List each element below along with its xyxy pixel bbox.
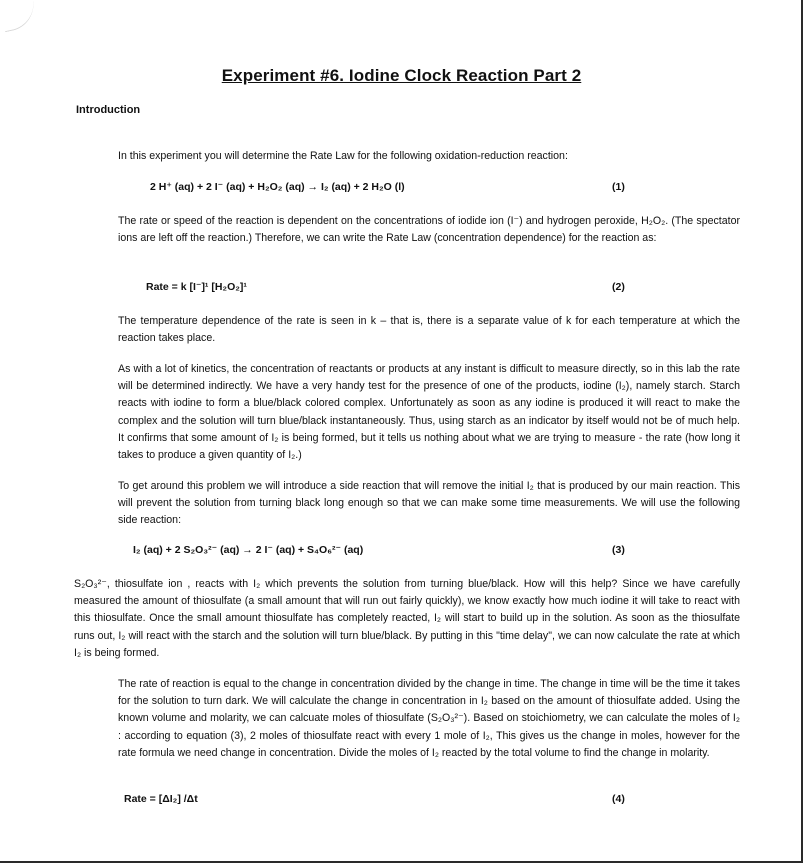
section-heading: Introduction [76, 104, 141, 116]
equation-3-number: (3) [612, 544, 625, 556]
paragraph-3-text: The temperature dependence of the rate is seen in k – that is, there is a separate value of k for each temperature at which the reaction takes place. [118, 315, 740, 345]
equation-4-number: (4) [612, 793, 625, 805]
paragraph-4 [74, 361, 740, 464]
paragraph-6 [74, 576, 740, 662]
equation-2-number: (2) [612, 281, 625, 293]
paragraph-4-text: As with a lot of kinetics, the concentration of reactants or products at any instant is difficult to measure directly, so in this lab the rate will be determined indirectly. We have a very handy test for the presence of one of the products, iodine (I₂), namely starch. Starch reacts with iodine to form a blue/black colored complex. Unfortunately as soon as any iodine is produced it will react to make the complex and the solution will turn blue/black instantaneously. Thus, using starch as an indicator by itself would not be of much help. It confirms that some amount of I₂ is being formed, but it tells us nothing about what we are trying to measure - the rate (how long it takes to produce a given quantity of I₂.) [118, 363, 740, 462]
paragraph-3 [74, 313, 740, 347]
paragraph-5 [74, 478, 740, 530]
paragraph-2-text: The rate or speed of the reaction is dependent on the concentrations of iodide ion (I⁻) and hydrogen peroxide, H₂O₂. (The spectator ions are left off the reaction.) Therefore, we can write the Rate Law (concentration dependence) for the reaction as: [118, 215, 740, 245]
equation-1: 2 H⁺ (aq) + 2 I⁻ (aq) + H₂O₂ (aq) → I₂ (aq) + 2 H₂O (l) [150, 181, 405, 193]
paragraph-7 [74, 676, 740, 762]
paragraph-1 [74, 148, 740, 165]
paragraph-5-text: To get around this problem we will introduce a side reaction that will remove the initial I₂ that is produced by our main reaction. This will prevent the solution from turning black long enough so that we can make some time measurements. We will use the following side reaction: [118, 480, 740, 527]
equation-2: Rate = k [I⁻]¹ [H₂O₂]¹ [146, 281, 247, 293]
paragraph-2 [74, 213, 740, 247]
equation-4: Rate = [ΔI₂] /Δt [124, 793, 198, 805]
equation-1-number: (1) [612, 181, 625, 193]
paragraph-7-text: The rate of reaction is equal to the change in concentration divided by the change in time. The change in time will be the time it takes for the solution to turn dark. We will calculate the change in concentration in I₂ based on the amount of thiosulfate added. Using the known volume and molarity, we can calcuate moles of thiosulfate (S₂O₃²⁻). Based on stoichiometry, we can calculate the moles of I₂ : according to equation (3), 2 moles of thiosulfate react with every 1 mole of I₂, This gives us the change in moles, however for the rate formula we need change in concentration. Divide the moles of I₂ reacted by the total volume to find the change in molarity. [118, 678, 740, 759]
paragraph-1-text: In this experiment you will determine the Rate Law for the following oxidation-reduction reaction: [118, 150, 568, 162]
document-title: Experiment #6. Iodine Clock Reaction Part 2 [221, 66, 582, 85]
equation-3: I₂ (aq) + 2 S₂O₃²⁻ (aq) → 2 I⁻ (aq) + S₄O₆²⁻ (aq) [133, 544, 364, 556]
paragraph-6-text: S₂O₃²⁻, thiosulfate ion , reacts with I₂ which prevents the solution from turning blue/black. How will this help? Since we have carefully measured the amount of thiosulfate (a small amount that will run out fairly quickly), we know exactly how much iodine it will take to react with this thiosulfate. Once the small amount thiosulfate has completely reacted, I₂ will start to build up in the solution. As soon as the thiosulfate runs out, I₂ will react with the starch and the solution will turn blue/black. By putting in this "time delay", we can now calculate the rate at which I₂ is being formed. [74, 578, 740, 659]
